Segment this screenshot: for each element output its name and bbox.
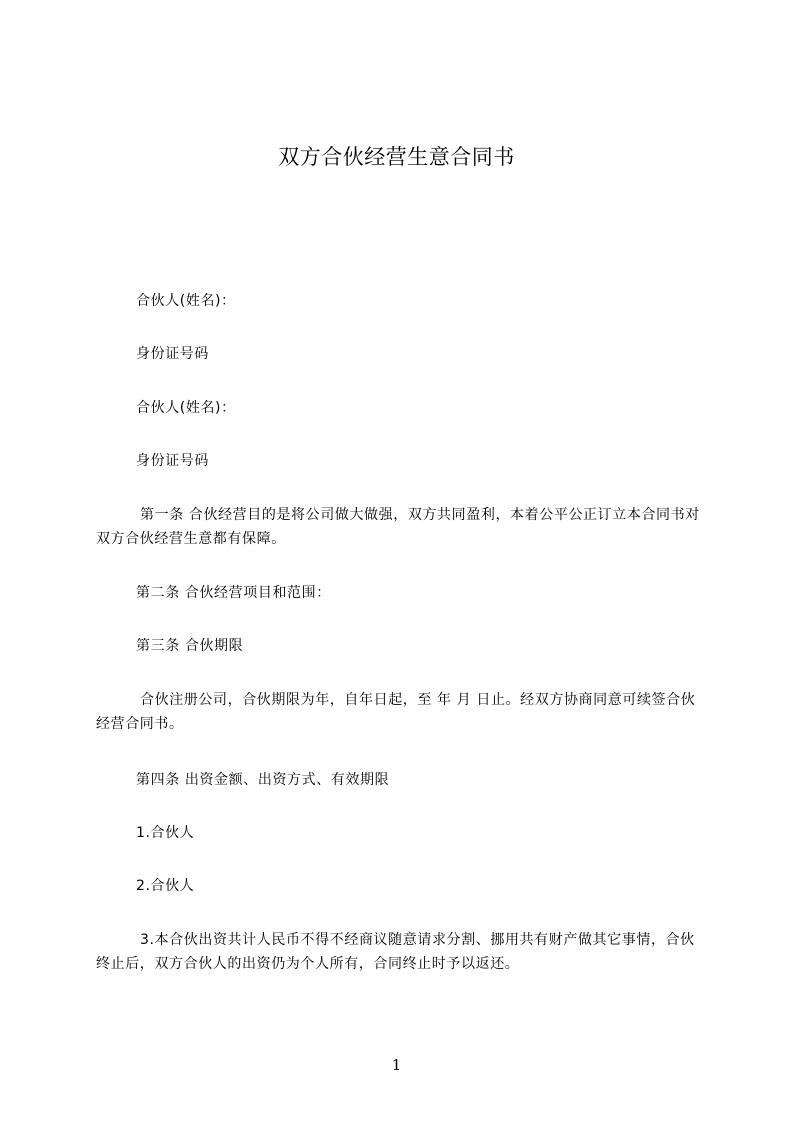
document-title: 双方合伙经营生意合同书 xyxy=(278,145,515,169)
article-4-item-1: 1.合伙人 xyxy=(136,825,195,841)
partner-1-id-field: 身份证号码 xyxy=(136,346,209,362)
page-number: 1 xyxy=(391,1056,402,1074)
article-2-scope: 第二条 合伙经营项目和范围： xyxy=(136,585,331,601)
partner-2-name-field: 合伙人(姓名)： xyxy=(136,400,236,416)
partner-1-name-field: 合伙人(姓名)： xyxy=(136,293,236,309)
article-4-item-3: 3.本合伙出资共计人民币不得不经商议随意请求分割、挪用共有财产做其它事情，合伙终止后，双方合伙人的出资仍为个人所有，合同终止时予以返还。 xyxy=(96,932,695,972)
article-4-heading: 第四条 出资金额、出资方式、有效期限 xyxy=(136,772,390,788)
article-1-purpose: 第一条 合伙经营目的是将公司做大做强，双方共同盈利，本着公平公正订立本合同书对双方合伙经营生意都有保障。 xyxy=(96,507,700,547)
partner-2-id-field: 身份证号码 xyxy=(136,453,209,469)
article-3-term-body: 合伙注册公司，合伙期限为年，自年日起，至 年 月 日止。经双方协商同意可续签合伙经营合同书。 xyxy=(96,692,696,732)
article-4-item-2: 2.合伙人 xyxy=(136,878,195,894)
article-3-term-heading: 第三条 合伙期限 xyxy=(136,638,244,654)
